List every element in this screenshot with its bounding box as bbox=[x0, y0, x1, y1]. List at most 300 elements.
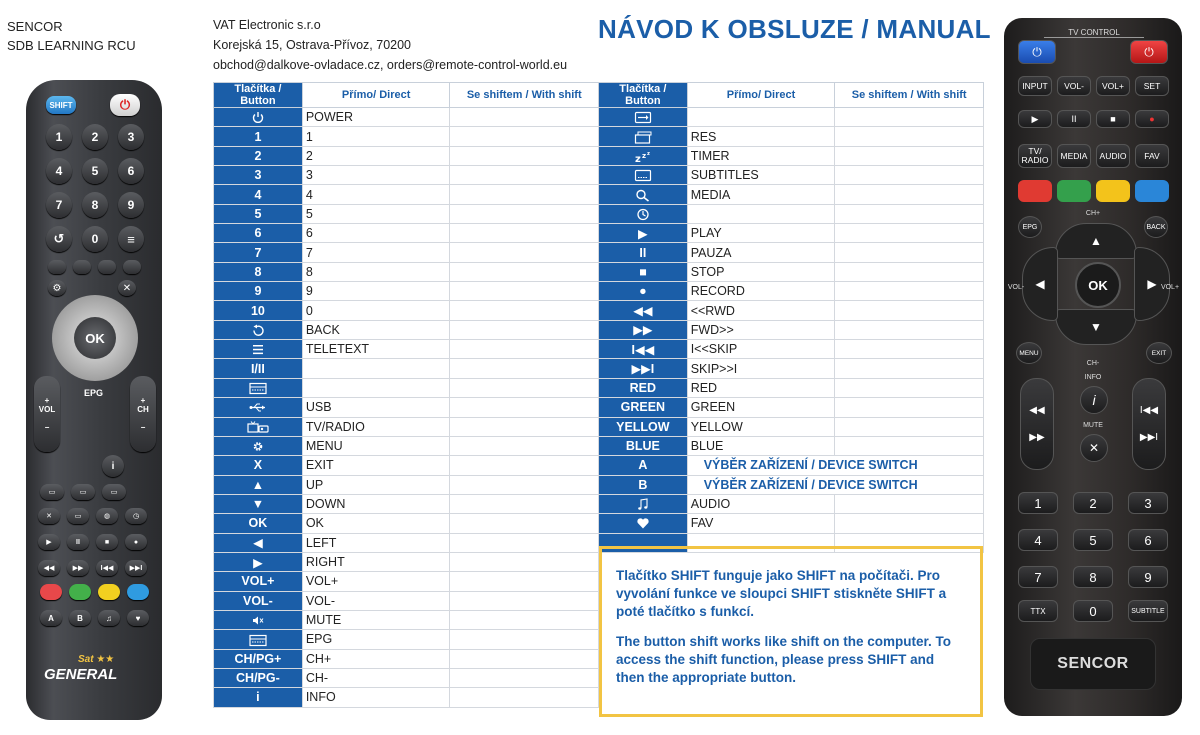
svg-text:z: z bbox=[641, 151, 646, 160]
epg-grid-icon bbox=[249, 632, 267, 646]
button-cell bbox=[214, 591, 303, 610]
table-row bbox=[214, 243, 599, 262]
input-icon bbox=[634, 110, 652, 124]
direct-cell: GREEN bbox=[687, 398, 835, 417]
epg-button: EPG bbox=[1018, 216, 1042, 238]
shift-cell bbox=[450, 166, 599, 185]
table-row bbox=[214, 649, 599, 668]
table-row bbox=[214, 108, 599, 127]
button-cell bbox=[599, 378, 688, 397]
button-key-label: X bbox=[253, 458, 263, 473]
table-row bbox=[214, 533, 599, 552]
table-row bbox=[214, 456, 599, 475]
button-key-label: i bbox=[256, 690, 260, 705]
shift-cell bbox=[835, 359, 984, 378]
power-icon bbox=[251, 110, 265, 124]
direct-cell: 0 bbox=[302, 301, 450, 320]
clock-icon bbox=[636, 207, 650, 221]
direct-cell: 8 bbox=[302, 262, 450, 281]
green-key bbox=[69, 584, 91, 600]
button-cell bbox=[214, 533, 303, 552]
direct-cell bbox=[302, 378, 450, 397]
shift-button: SHIFT bbox=[46, 96, 76, 114]
direct-cell: PAUZA bbox=[687, 243, 835, 262]
num-9-key: 9 bbox=[118, 192, 144, 218]
left-arrow: ◀ bbox=[1022, 247, 1058, 321]
media-key: II bbox=[67, 534, 89, 550]
table-row bbox=[214, 610, 599, 629]
button-key-label: VOL- bbox=[242, 593, 273, 608]
shift-cell bbox=[835, 417, 984, 436]
button-key-label: 1 bbox=[254, 129, 262, 144]
table-row bbox=[599, 378, 984, 397]
media-key: I◀◀ bbox=[96, 560, 118, 576]
button-cell bbox=[214, 340, 303, 359]
shift-cell bbox=[835, 224, 984, 243]
volminus-button: VOL- bbox=[1057, 76, 1091, 96]
tv-radio-button: TV/ RADIO bbox=[1018, 144, 1052, 168]
dpad bbox=[52, 295, 138, 381]
col-button-header: Tlačítka / Button bbox=[599, 83, 688, 108]
blue-key bbox=[127, 584, 149, 600]
button-cell bbox=[599, 301, 688, 320]
table-row bbox=[599, 185, 984, 204]
button-cell bbox=[214, 166, 303, 185]
search-icon bbox=[635, 187, 651, 201]
small-function-key bbox=[48, 260, 66, 274]
button-cell bbox=[599, 224, 688, 243]
button-cell bbox=[214, 456, 303, 475]
direct-cell: MEDIA bbox=[687, 185, 835, 204]
ttx-button: TTX bbox=[1018, 600, 1058, 622]
direct-cell: 7 bbox=[302, 243, 450, 262]
pause-button: II bbox=[1057, 110, 1091, 128]
table-row bbox=[214, 204, 599, 223]
button-key-label: GREEN bbox=[620, 400, 666, 415]
button-key-label: RED bbox=[629, 380, 657, 395]
shift-cell bbox=[450, 108, 599, 127]
table-row bbox=[214, 398, 599, 417]
exit-key: ✕ bbox=[118, 280, 136, 296]
shift-cell bbox=[450, 649, 599, 668]
direct-cell: SKIP>>I bbox=[687, 359, 835, 378]
media-key: ▭ bbox=[102, 484, 126, 500]
direct-cell: CH+ bbox=[302, 649, 450, 668]
ch-rocker: + CH − bbox=[130, 376, 156, 452]
num-0-button: 0 bbox=[1073, 600, 1113, 622]
direct-cell: STOP bbox=[687, 262, 835, 281]
shift-cell bbox=[835, 436, 984, 455]
button-key-label: ▲ bbox=[251, 477, 265, 492]
table-row bbox=[599, 301, 984, 320]
remote-right-image bbox=[1004, 18, 1182, 716]
note-en: The button shift works like shift on the computer. To access the shift function, please press SHIFT and then the appropriate button. bbox=[616, 634, 952, 685]
brand-name: SENCOR bbox=[7, 19, 63, 34]
gear-key: ⚙ bbox=[48, 280, 66, 296]
button-key-label: ▶▶I bbox=[631, 362, 655, 377]
device-switch-cell: VÝBĚR ZAŘÍZENÍ / DEVICE SWITCH bbox=[687, 456, 983, 475]
media-key: ▭ bbox=[71, 484, 95, 500]
b-key: B bbox=[69, 610, 91, 626]
shift-cell bbox=[450, 262, 599, 281]
button-cell bbox=[599, 475, 688, 494]
table-row bbox=[599, 398, 984, 417]
down-arrow: ▼ bbox=[1055, 309, 1137, 345]
direct-cell: TV/RADIO bbox=[302, 417, 450, 436]
button-key-label: 3 bbox=[254, 168, 262, 183]
table-row bbox=[214, 320, 599, 339]
epg-grid-icon bbox=[249, 381, 267, 395]
direct-cell: YELLOW bbox=[687, 417, 835, 436]
table-row bbox=[599, 417, 984, 436]
table-row bbox=[599, 436, 984, 455]
direct-cell: USB bbox=[302, 398, 450, 417]
shift-cell bbox=[835, 378, 984, 397]
yellow-button bbox=[1096, 180, 1130, 202]
shift-cell bbox=[450, 185, 599, 204]
shift-cell bbox=[450, 630, 599, 649]
table-row bbox=[599, 166, 984, 185]
table-row bbox=[599, 320, 984, 339]
button-cell bbox=[214, 417, 303, 436]
table-row bbox=[599, 262, 984, 281]
shift-cell bbox=[835, 243, 984, 262]
table-row bbox=[599, 475, 984, 494]
table-row bbox=[599, 514, 984, 533]
ok-key: OK bbox=[74, 317, 116, 359]
blue-button bbox=[1135, 180, 1169, 202]
epg-key: EPG bbox=[84, 388, 104, 398]
input-button: INPUT bbox=[1018, 76, 1052, 96]
button-cell bbox=[214, 552, 303, 571]
button-key-label: ■ bbox=[639, 264, 647, 279]
small-function-key bbox=[98, 260, 116, 274]
shift-cell bbox=[835, 204, 984, 223]
num-5-button: 5 bbox=[1073, 529, 1113, 551]
table-row bbox=[214, 378, 599, 397]
button-cell bbox=[599, 204, 688, 223]
music-key: ♫ bbox=[98, 610, 120, 626]
button-cell bbox=[214, 398, 303, 417]
ok-button: OK bbox=[1075, 262, 1121, 308]
button-cell bbox=[599, 494, 688, 513]
button-key-label: 9 bbox=[254, 284, 262, 299]
button-cell bbox=[214, 630, 303, 649]
button-key-label: OK bbox=[248, 516, 268, 531]
button-cell bbox=[599, 127, 688, 146]
shift-cell bbox=[835, 262, 984, 281]
num-7-key: 7 bbox=[46, 192, 72, 218]
shift-cell bbox=[450, 514, 599, 533]
direct-cell: 1 bbox=[302, 127, 450, 146]
button-cell bbox=[214, 475, 303, 494]
direct-cell: POWER bbox=[302, 108, 450, 127]
button-key-label: I◀◀ bbox=[631, 342, 655, 357]
shift-cell bbox=[835, 494, 984, 513]
direct-cell: DOWN bbox=[302, 494, 450, 513]
shift-cell bbox=[450, 456, 599, 475]
direct-cell bbox=[687, 204, 835, 223]
num-2-button: 2 bbox=[1073, 492, 1113, 514]
shift-cell bbox=[835, 320, 984, 339]
shift-cell bbox=[450, 301, 599, 320]
button-cell bbox=[214, 108, 303, 127]
direct-cell: CH- bbox=[302, 668, 450, 687]
shift-cell bbox=[450, 688, 599, 707]
right-arrow: ▶ bbox=[1134, 247, 1170, 321]
table-row bbox=[214, 514, 599, 533]
num-9-button: 9 bbox=[1128, 566, 1168, 588]
shift-cell bbox=[450, 552, 599, 571]
menu-key: ≡ bbox=[118, 226, 144, 252]
button-cell bbox=[214, 204, 303, 223]
shift-cell bbox=[450, 127, 599, 146]
shift-cell bbox=[450, 533, 599, 552]
button-cell bbox=[599, 243, 688, 262]
direct-cell: BLUE bbox=[687, 436, 835, 455]
button-cell bbox=[599, 456, 688, 475]
shift-cell bbox=[450, 436, 599, 455]
page-title: NÁVOD K OBSLUZE / MANUAL bbox=[598, 14, 991, 44]
button-cell bbox=[214, 185, 303, 204]
button-key-label: 10 bbox=[250, 303, 265, 318]
direct-cell: 2 bbox=[302, 146, 450, 165]
table-row bbox=[214, 340, 599, 359]
direct-cell bbox=[687, 108, 835, 127]
table-row bbox=[214, 359, 599, 378]
company-address: Korejská 15, Ostrava-Přívoz, 70200 bbox=[213, 38, 412, 52]
table-row bbox=[599, 108, 984, 127]
small-function-key bbox=[123, 260, 141, 274]
media-key: ▶ bbox=[38, 534, 60, 550]
shift-cell bbox=[450, 417, 599, 436]
num-2-key: 2 bbox=[82, 124, 108, 150]
shift-cell bbox=[450, 359, 599, 378]
button-cell bbox=[599, 398, 688, 417]
table-row bbox=[214, 282, 599, 301]
model-label bbox=[7, 17, 136, 55]
info-button: i bbox=[1080, 386, 1108, 414]
shift-cell bbox=[835, 398, 984, 417]
skip-rocker: I◀◀ ▶▶I bbox=[1132, 378, 1166, 470]
table-row bbox=[214, 591, 599, 610]
button-cell bbox=[214, 320, 303, 339]
button-key-label: ◀ bbox=[253, 536, 263, 551]
media-key: ▭ bbox=[67, 508, 89, 524]
media-button: MEDIA bbox=[1057, 144, 1091, 168]
direct-cell: RES bbox=[687, 127, 835, 146]
button-cell bbox=[214, 243, 303, 262]
table-row bbox=[599, 243, 984, 262]
button-key-label: 7 bbox=[254, 245, 262, 260]
tv-radio-icon bbox=[247, 420, 269, 434]
num-3-key: 3 bbox=[118, 124, 144, 150]
svg-text:z: z bbox=[634, 153, 641, 163]
num-8-button: 8 bbox=[1073, 566, 1113, 588]
fav-button: FAV bbox=[1135, 144, 1169, 168]
table-row bbox=[599, 204, 984, 223]
button-key-label: ▶ bbox=[638, 226, 648, 241]
vol-rocker: + VOL − bbox=[34, 376, 60, 452]
table-row bbox=[599, 456, 984, 475]
button-cell bbox=[214, 378, 303, 397]
button-cell bbox=[214, 224, 303, 243]
button-key-label: VOL+ bbox=[241, 574, 275, 589]
button-cell bbox=[214, 514, 303, 533]
shift-cell bbox=[835, 282, 984, 301]
svg-text:z: z bbox=[646, 150, 650, 157]
shift-note bbox=[599, 546, 983, 717]
up-arrow: ▲ bbox=[1055, 223, 1137, 259]
button-cell bbox=[214, 649, 303, 668]
play-button: ▶ bbox=[1018, 110, 1052, 128]
button-cell bbox=[599, 320, 688, 339]
table-row bbox=[214, 146, 599, 165]
stop-button: ■ bbox=[1096, 110, 1130, 128]
table-row bbox=[599, 127, 984, 146]
shift-cell bbox=[835, 166, 984, 185]
sencor-logo: SENCOR bbox=[1030, 638, 1156, 690]
button-cell bbox=[599, 417, 688, 436]
table-row bbox=[214, 262, 599, 281]
table-row bbox=[214, 417, 599, 436]
button-cell bbox=[599, 282, 688, 301]
media-key: ▶▶ bbox=[67, 560, 89, 576]
button-key-label: ◀◀ bbox=[633, 304, 653, 319]
menu-button: MENU bbox=[1016, 342, 1042, 364]
button-cell bbox=[214, 668, 303, 687]
button-key-label: A bbox=[638, 458, 648, 473]
table-row bbox=[599, 494, 984, 513]
shift-cell bbox=[450, 378, 599, 397]
button-key-label: 4 bbox=[254, 187, 262, 202]
table-row bbox=[214, 630, 599, 649]
table-row bbox=[214, 301, 599, 320]
button-table-left bbox=[213, 82, 599, 708]
shift-cell bbox=[835, 108, 984, 127]
direct-cell: MENU bbox=[302, 436, 450, 455]
red-button bbox=[1018, 180, 1052, 202]
button-key-label: B bbox=[638, 477, 648, 492]
brand-logo: Sat ★★ GENERAL bbox=[44, 654, 118, 683]
shift-cell bbox=[450, 243, 599, 262]
subtitle-button: SUBTITLE bbox=[1128, 600, 1168, 622]
button-key-label: ▶ bbox=[253, 555, 263, 570]
media-key: ■ bbox=[96, 534, 118, 550]
shift-cell bbox=[450, 591, 599, 610]
subtitle-icon bbox=[634, 168, 652, 182]
shift-cell bbox=[450, 398, 599, 417]
ch-minus-label: CH- bbox=[1086, 360, 1100, 367]
table-row bbox=[599, 359, 984, 378]
direct-cell: LEFT bbox=[302, 533, 450, 552]
button-cell bbox=[599, 514, 688, 533]
shift-cell bbox=[450, 320, 599, 339]
button-key-label: BLUE bbox=[625, 439, 660, 454]
media-key: ◍ bbox=[96, 508, 118, 524]
button-cell bbox=[214, 436, 303, 455]
direct-cell: FAV bbox=[687, 514, 835, 533]
table-row bbox=[214, 127, 599, 146]
shift-cell bbox=[835, 340, 984, 359]
button-key-label: ● bbox=[639, 284, 647, 299]
media-key: ▶▶I bbox=[125, 560, 147, 576]
direct-cell: RECORD bbox=[687, 282, 835, 301]
direct-cell: 6 bbox=[302, 224, 450, 243]
tv-control-label: TV CONTROL bbox=[1044, 28, 1144, 38]
remote-left-image bbox=[26, 80, 162, 720]
button-cell bbox=[214, 688, 303, 707]
shift-cell bbox=[450, 204, 599, 223]
direct-cell: SUBTITLES bbox=[687, 166, 835, 185]
table-row bbox=[214, 224, 599, 243]
gear-icon bbox=[251, 439, 265, 453]
num-5-key: 5 bbox=[82, 158, 108, 184]
num-4-button: 4 bbox=[1018, 529, 1058, 551]
direct-cell: BACK bbox=[302, 320, 450, 339]
record-button: ● bbox=[1135, 110, 1169, 128]
info-label: INFO bbox=[1084, 374, 1102, 381]
button-cell bbox=[599, 262, 688, 281]
shift-cell bbox=[450, 146, 599, 165]
back-arrow-icon bbox=[251, 323, 265, 337]
vol-minus-label: VOL- bbox=[1007, 284, 1025, 291]
button-cell bbox=[214, 127, 303, 146]
col-direct-header: Přímo/ Direct bbox=[302, 83, 450, 108]
company-info bbox=[213, 15, 567, 75]
table-row bbox=[214, 688, 599, 707]
num-6-button: 6 bbox=[1128, 529, 1168, 551]
button-key-label: 2 bbox=[254, 148, 262, 163]
usb-icon bbox=[249, 400, 267, 414]
direct-cell: TIMER bbox=[687, 146, 835, 165]
back-button: BACK bbox=[1144, 216, 1168, 238]
heart-key: ♥ bbox=[127, 610, 149, 626]
green-button bbox=[1057, 180, 1091, 202]
button-key-label: CH/PG+ bbox=[234, 651, 282, 666]
button-cell bbox=[599, 185, 688, 204]
num-6-key: 6 bbox=[118, 158, 144, 184]
table-row bbox=[599, 282, 984, 301]
button-key-label: 5 bbox=[254, 206, 262, 221]
audio-button: AUDIO bbox=[1096, 144, 1130, 168]
shift-cell bbox=[835, 146, 984, 165]
button-key-label: II bbox=[639, 245, 647, 260]
button-key-label: CH/PG- bbox=[236, 671, 280, 686]
media-key: ◷ bbox=[125, 508, 147, 524]
direct-cell: UP bbox=[302, 475, 450, 494]
note-cz: Tlačítko SHIFT funguje jako SHIFT na počítači. Pro vyvolání funkce ve sloupci SHIFT stiskněte SHIFT a poté tlačítko s funkcí. bbox=[616, 568, 947, 619]
col-button-header: Tlačítka / Button bbox=[214, 83, 303, 108]
button-cell bbox=[599, 340, 688, 359]
media-key: ◀◀ bbox=[38, 560, 60, 576]
a-key: A bbox=[40, 610, 62, 626]
col-shift-header: Se shiftem / With shift bbox=[450, 83, 599, 108]
button-table-right bbox=[598, 82, 984, 553]
direct-cell: AUDIO bbox=[687, 494, 835, 513]
table-row bbox=[599, 146, 984, 165]
direct-cell: EXIT bbox=[302, 456, 450, 475]
tv-power-button: ⏻ bbox=[1018, 40, 1056, 64]
direct-cell: VOL+ bbox=[302, 572, 450, 591]
button-cell bbox=[214, 262, 303, 281]
direct-cell: TELETEXT bbox=[302, 340, 450, 359]
num-8-key: 8 bbox=[82, 192, 108, 218]
mute-icon bbox=[251, 613, 265, 627]
button-cell bbox=[214, 282, 303, 301]
info-key: i bbox=[102, 455, 124, 477]
table-row bbox=[599, 224, 984, 243]
